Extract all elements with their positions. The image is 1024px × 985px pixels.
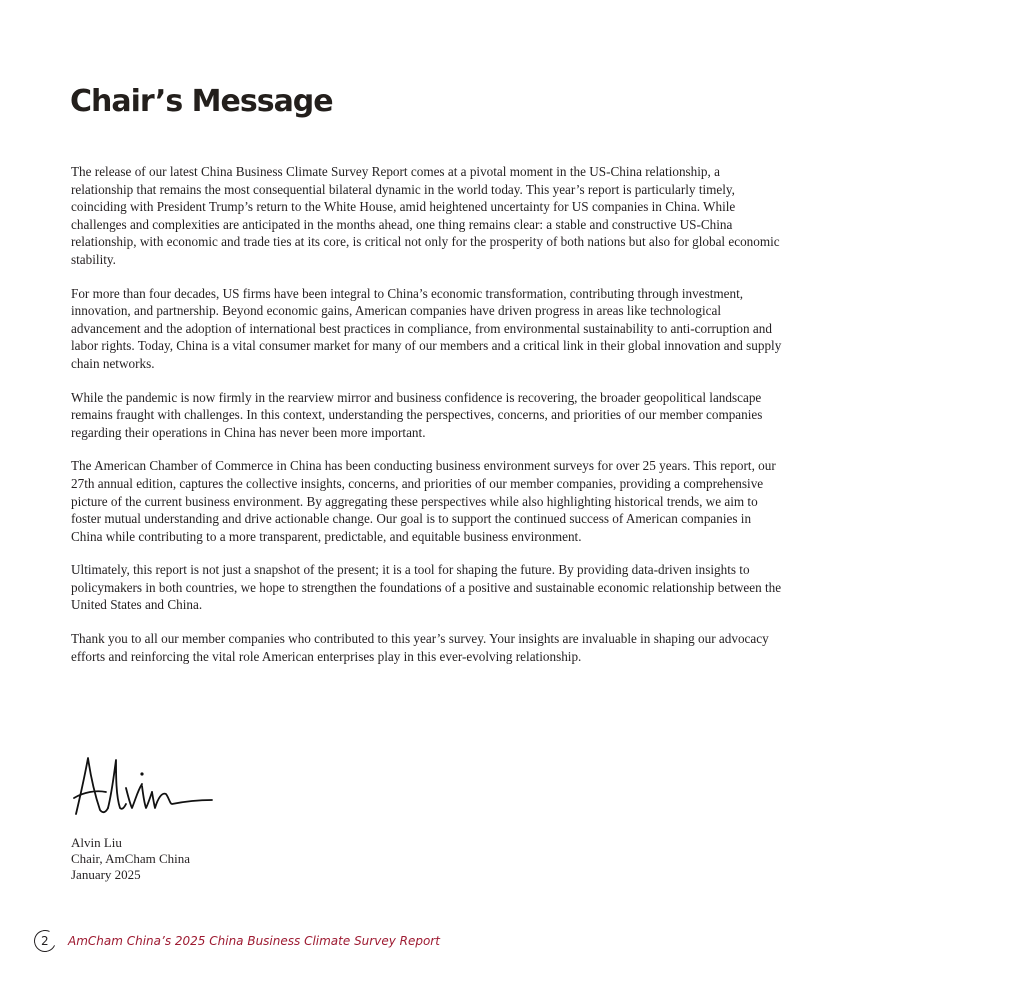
signature-date: January 2025 <box>71 867 141 882</box>
page-title: Chair’s Message <box>70 84 333 119</box>
signer-name: Alvin Liu <box>71 835 122 850</box>
report-title-footer: AmCham China’s 2025 China Business Climate Survey Report <box>68 934 440 948</box>
paragraph-1: The release of our latest China Business Climate Survey Report comes at a pivotal moment in the US-China relationship, a relationship that remains the most consequential bilateral dynamic in the world today. This year’s report is particularly timely, coinciding with President Trump’s return to the White House, amid heightened uncertainty for US companies in China. While challenges and complexities are anticipated in the months ahead, one thing remains clear: a stable and constructive US-China relationship, with economic and trade ties at its core, is critical not only for the prosperity of both nations but also for global economic stability. <box>71 164 780 267</box>
paragraph-4: The American Chamber of Commerce in China has been conducting business environment surveys for over 25 years. This report, our 27th annual edition, captures the collective insights, concerns, and priorities of our member companies, providing a comprehensive picture of the current business environment. By aggregating these perspectives while also highlighting historical trends, we aim to foster mutual understanding and drive actionable change. Our goal is to support the continued success of American companies in China while contributing to a more transparent, predictable, and equitable business environment. <box>71 458 776 544</box>
page-number-badge <box>31 927 59 955</box>
handwritten-signature-icon <box>70 752 216 818</box>
paragraph-3: While the pandemic is now firmly in the rearview mirror and business confidence is recovering, the broader geopolitical landscape remains fraught with challenges. In this context, understanding the perspectives, concerns, and priorities of our member companies regarding their operations in China has never been more important. <box>71 389 763 440</box>
signature-block <box>71 835 190 883</box>
paragraph-5: Ultimately, this report is not just a snapshot of the present; it is a tool for shaping the future. By providing data-driven insights to policymakers in both countries, we hope to strengthen the foundations of a positive and sustainable economic relationship between the United States and China. <box>71 562 782 613</box>
signer-role: Chair, AmCham China <box>71 851 190 866</box>
page-number: 2 <box>41 934 49 949</box>
page-footer <box>34 928 440 954</box>
paragraph-2: For more than four decades, US firms have been integral to China’s economic transformation, contributing through investment, innovation, and partnership. Beyond economic gains, American companies have driven progress in areas like technological advancement and the adoption of international best practices in compliance, from environmental sustainability to anti-corruption and labor rights. Today, China is a vital consumer market for many of our members and a critical link in their global innovation and supply chain networks. <box>71 285 782 371</box>
message-body <box>71 163 783 681</box>
paragraph-6: Thank you to all our member companies who contributed to this year’s survey. Your insights are invaluable in shaping our advocacy efforts and reinforcing the vital role American enterprises play in this ever-evolving relationship. <box>71 631 769 664</box>
